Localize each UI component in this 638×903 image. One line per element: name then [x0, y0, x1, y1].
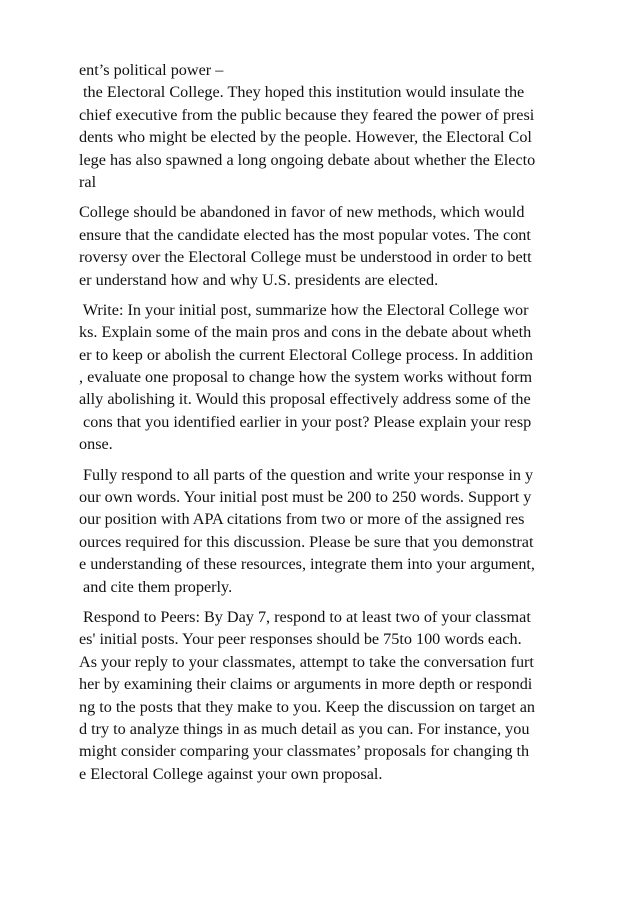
text-line: might consider comparing your classmates’ proposals for changing th — [79, 742, 530, 761]
paragraph-respond-to-peers — [79, 606, 579, 785]
text-line: d try to analyze things in as much detail as you can. For instance, you — [79, 719, 530, 738]
text-line: ent’s political power – — [79, 61, 224, 79]
text-line: Respond to Peers: By Day 7, respond to at least two of your classmat — [79, 607, 531, 626]
text-line: , evaluate one proposal to change how the system works without form — [79, 368, 533, 387]
text-line: cons that you identified earlier in your post? Please explain your resp — [79, 412, 532, 431]
text-line: lege has also spawned a long ongoing debate about whether the Electo — [79, 150, 536, 169]
text-line: dents who might be elected by the people. However, the Electoral Col — [79, 128, 532, 147]
paragraph-controversy — [79, 201, 579, 291]
text-line: the Electoral College. They hoped this institution would insulate the — [79, 83, 525, 102]
text-line: our position with APA citations from two or more of the assigned res — [79, 510, 525, 529]
text-line: College should be abandoned in favor of new methods, which would — [79, 203, 525, 222]
text-line: and cite them properly. — [79, 577, 233, 596]
text-line: onse. — [79, 435, 113, 454]
text-line: Fully respond to all parts of the question and write your response in y — [79, 465, 534, 484]
paragraph-write-instructions — [79, 299, 579, 456]
text-line: As your reply to your classmates, attempt to take the conversation furt — [79, 652, 534, 671]
text-line: chief executive from the public because they feared the power of presi — [79, 105, 535, 124]
text-line: ral — [79, 172, 97, 191]
text-line: our own words. Your initial post must be 200 to 250 words. Support y — [79, 488, 532, 507]
document-body — [79, 59, 579, 793]
text-line: her by examining their claims or arguments in more depth or respondi — [79, 675, 533, 694]
text-line: roversy over the Electoral College must be understood in order to bett — [79, 248, 532, 267]
text-line: Write: In your initial post, summarize how the Electoral College wor — [79, 300, 529, 319]
paragraph-electoral-college-intro — [79, 59, 579, 193]
text-line: es' initial posts. Your peer responses should be 75to 100 words each. — [79, 630, 522, 649]
text-line: er to keep or abolish the current Electoral College process. In addition — [79, 345, 533, 364]
text-line: e understanding of these resources, integrate them into your argument, — [79, 555, 535, 574]
text-line: er understand how and why U.S. presidents are elected. — [79, 270, 439, 289]
paragraph-response-requirements — [79, 464, 579, 598]
text-line: ng to the posts that they make to you. Keep the discussion on target an — [79, 697, 536, 716]
text-line: ources required for this discussion. Please be sure that you demonstrat — [79, 532, 534, 551]
text-line: e Electoral College against your own proposal. — [79, 764, 383, 783]
text-line: ks. Explain some of the main pros and cons in the debate about wheth — [79, 323, 532, 342]
text-line: ally abolishing it. Would this proposal effectively address some of the — [79, 390, 531, 409]
text-line: ensure that the candidate elected has the most popular votes. The cont — [79, 225, 531, 244]
